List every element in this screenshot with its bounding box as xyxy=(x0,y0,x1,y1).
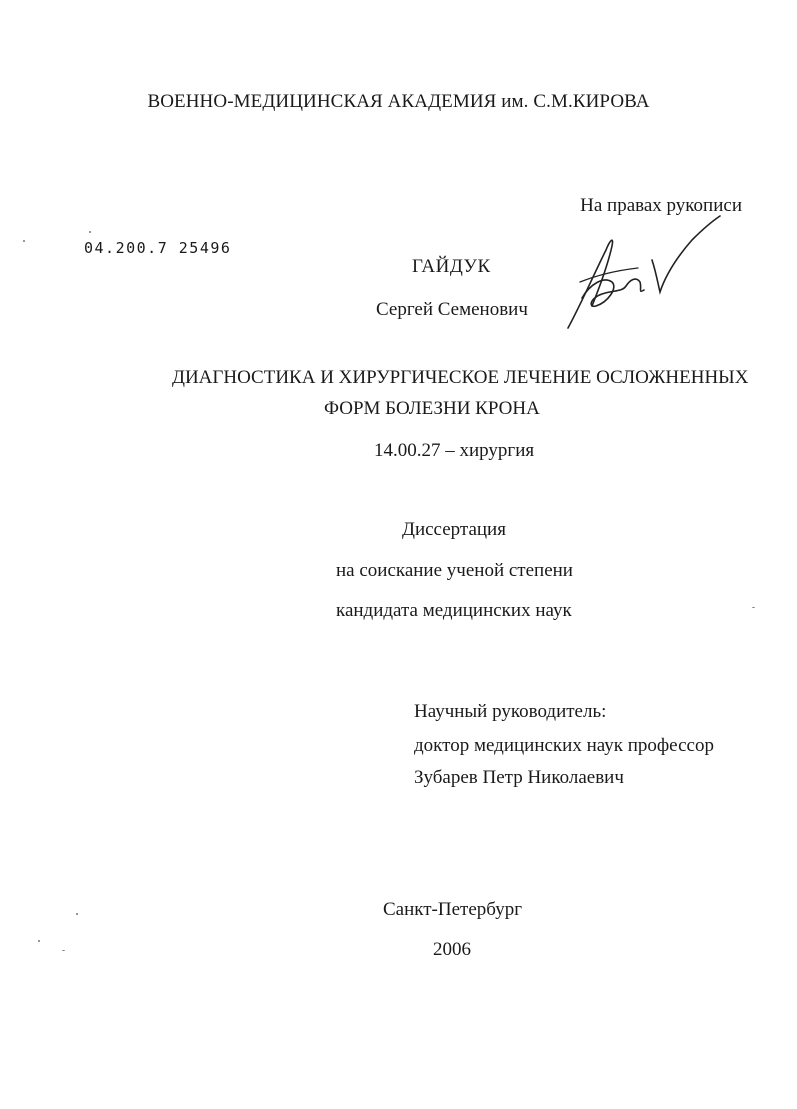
supervisor-name: Зубарев Петр Николаевич xyxy=(414,767,624,788)
registration-number: 04.200.7 25496 xyxy=(84,239,232,257)
scan-speck xyxy=(752,607,755,608)
supervisor-label: Научный руководитель: xyxy=(414,701,607,722)
degree-line-1: на соискание ученой степени xyxy=(336,560,573,581)
thesis-title-line-2: ФОРМ БОЛЕЗНИ КРОНА xyxy=(324,398,540,419)
handwritten-signature xyxy=(560,210,730,335)
scan-speck xyxy=(23,240,25,242)
specialty-code: 14.00.27 – хирургия xyxy=(374,440,535,461)
scan-speck xyxy=(38,940,40,942)
year: 2006 xyxy=(433,939,471,960)
rights-note: На правах рукописи xyxy=(580,195,742,216)
thesis-title-line-1: ДИАГНОСТИКА И ХИРУРГИЧЕСКОЕ ЛЕЧЕНИЕ ОСЛОЖНЕННЫХ xyxy=(172,367,749,388)
city: Санкт-Петербург xyxy=(383,899,523,920)
scan-speck xyxy=(89,231,91,233)
institution-heading: ВОЕННО-МЕДИЦИНСКАЯ АКАДЕМИЯ им. С.М.КИРОВА xyxy=(147,91,650,112)
degree-line-2: кандидата медицинских наук xyxy=(336,600,572,621)
author-surname: ГАЙДУК xyxy=(412,256,491,277)
scan-speck xyxy=(62,950,65,951)
scan-speck xyxy=(76,913,78,915)
supervisor-title: доктор медицинских наук профессор xyxy=(414,735,714,756)
author-given-names: Сергей Семенович xyxy=(376,299,528,320)
document-type: Диссертация xyxy=(402,519,506,540)
